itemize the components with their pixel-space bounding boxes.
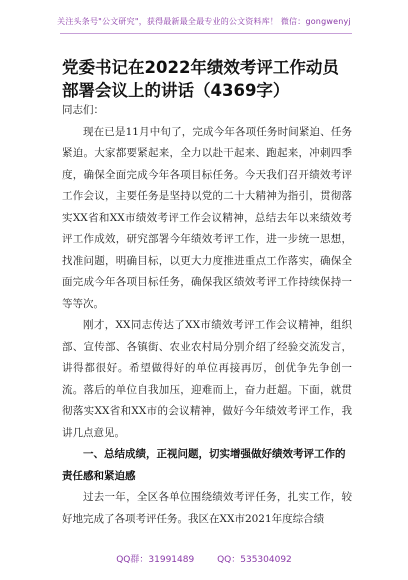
paragraph-1: 现在已是11月中旬了，完成今年各项任务时间紧迫、任务紧迫。大家都要紧起来，全力以赴干起来、跑起来，冲刺四季度，确保全面完成今年各项目标任务。今天我们召开绩效考评工作会议，主要任务是坚持以党的二十大精神为指引，贯彻落实XX省和XX市绩效考评工作会议精神，总结去年以来绩效考评工作成效，研究部署今年绩效考评工作，进一步统一思想，找准问题，明确目标，以更大力度推进重点工作落实，确保全面完成今年各项目标任务，确保我区绩效考评工作持续保持一等等次。 [62, 125, 352, 310]
paragraph-3: 过去一年，全区各单位围绕绩效考评任务，扎实工作，较好地完成了各项考评任务。我区在XX市2021年度综合绩 [62, 491, 352, 525]
document-title: 党委书记在2022年绩效考评工作动员部署会议上的讲话（4369字） [62, 58, 339, 100]
document-body [62, 100, 352, 530]
greeting: 同志们： [62, 104, 104, 116]
paragraph-2: 刚才，XX同志传达了XX市绩效考评工作会议精神，组织部、宣传部、各镇街、农业农村局分别介绍了经验交流发言，讲得都很好。希望做得好的单位再接再厉，创优争先争创一流。落后的单位自我加压，迎难而上，奋力赶超。下面，就贯彻落实XX省和XX市的会议精神，做好今年绩效考评工作，我讲几点意见。 [62, 319, 352, 439]
header-divider [60, 33, 352, 34]
header-banner: 关注头条号"公文研究"，获得最新最全最专业的公文资料库！ 微信：gongwenyj [57, 17, 351, 26]
section-heading-1: 一、总结成绩，正视问题，切实增强做好绩效考评工作的责任感和紧迫感 [62, 448, 346, 482]
footer-contact [0, 552, 408, 565]
footer-qq: QQ：535304092 [217, 555, 292, 565]
footer-qq-group: QQ群：31991489 [116, 555, 195, 565]
